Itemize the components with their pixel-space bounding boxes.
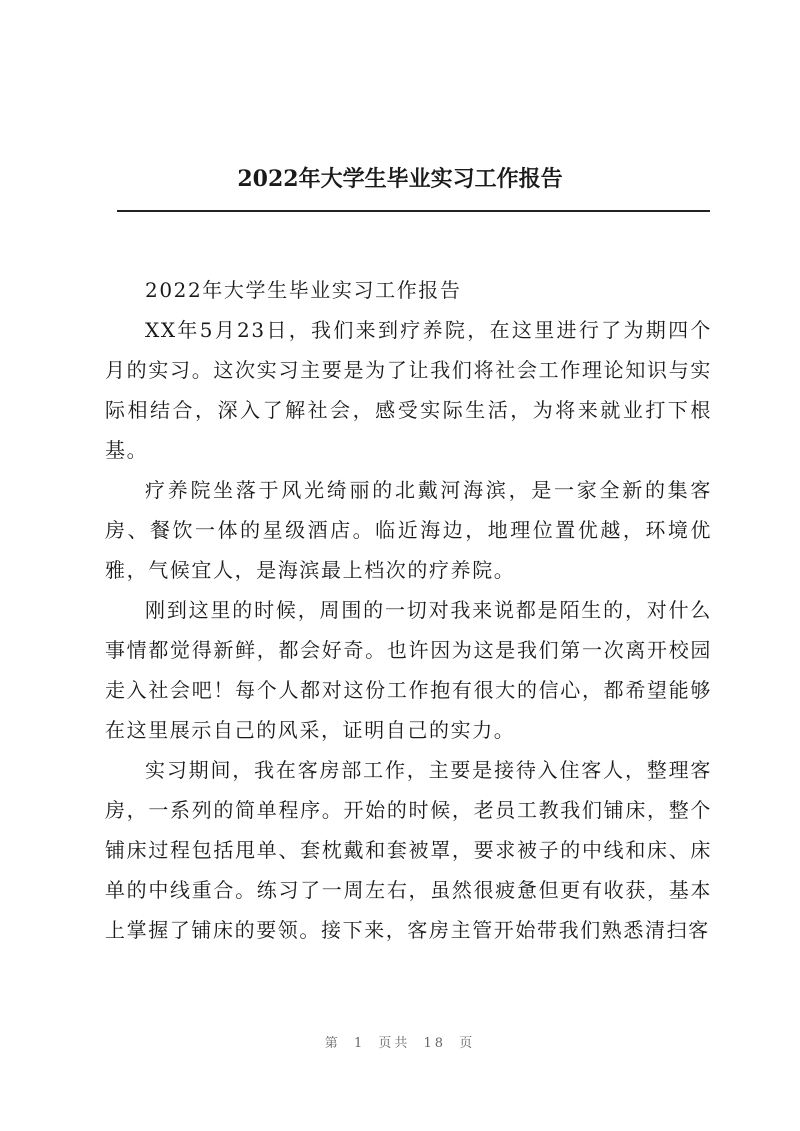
- footer-current-page: 1: [353, 1036, 366, 1051]
- body-paragraph: XX年5月23日，我们来到疗养院，在这里进行了为期四个月的实习。这次实习主要是为了让我们将社会工作理论知识与实际相结合，深入了解社会，感受实际生活，为将来就业打下根基。: [105, 318, 712, 462]
- body-paragraph: 2022年大学生毕业实习工作报告: [145, 278, 462, 302]
- body-paragraph: 刚到这里的时候，周围的一切对我来说都是陌生的，对什么事情都觉得新鲜，都会好奇。也许因为这是我们第一次离开校园走入社会吧！每个人都对这份工作抱有很大的信心，都希望能够在这里展示自己的风采，证明自己的实力。: [105, 598, 712, 742]
- footer-prefix: 第: [324, 1036, 341, 1051]
- title-divider: [117, 210, 710, 212]
- body-paragraph: 实习期间，我在客房部工作，主要是接待入住客人，整理客房，一系列的简单程序。开始的时候，老员工教我们铺床，整个铺床过程包括甩单、套枕戴和套被罩，要求被子的中线和床、床单的中线重合。练习了一周左右，虽然很疲惫但更有收获，基本上掌握了铺床的要领。接下来，客房主管开始带我们熟悉清扫客: [105, 758, 712, 942]
- footer-total-pages: 18: [423, 1036, 447, 1051]
- page-title: 2022年大学生毕业实习工作报告: [237, 166, 563, 192]
- document-body: [105, 270, 712, 950]
- page-footer: [0, 1032, 800, 1051]
- body-paragraph: 疗养院坐落于风光绮丽的北戴河海滨，是一家全新的集客房、餐饮一体的星级酒店。临近海边，地理位置优越，环境优雅，气候宜人，是海滨最上档次的疗养院。: [105, 478, 712, 582]
- footer-suffix: 页: [459, 1036, 476, 1051]
- footer-middle: 页共: [378, 1036, 411, 1051]
